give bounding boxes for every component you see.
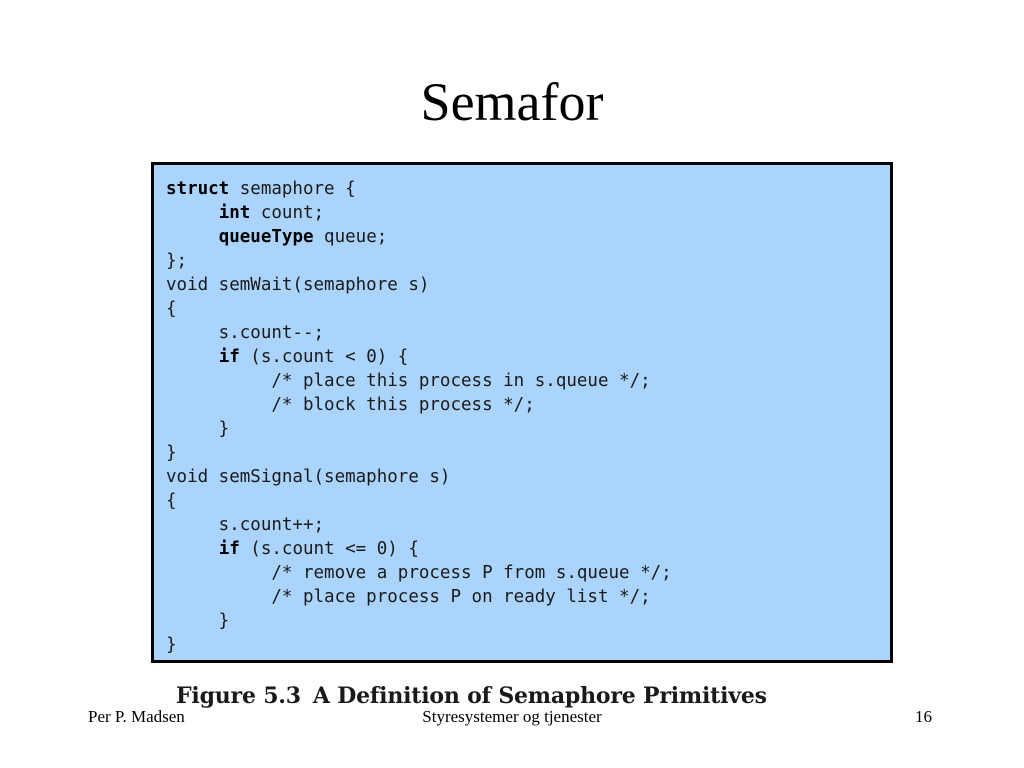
code-text bbox=[166, 203, 219, 223]
code-keyword: if bbox=[218, 539, 240, 559]
code-line bbox=[166, 585, 672, 609]
footer-course: Styresystemer og tjenester bbox=[422, 707, 602, 726]
code-line bbox=[166, 225, 672, 249]
code-text: }; bbox=[166, 251, 188, 271]
code-text: { bbox=[166, 491, 177, 511]
code-keyword: queueType bbox=[218, 227, 314, 247]
code-text: /* remove a process P from s.queue */; bbox=[166, 563, 672, 583]
code-text: /* place this process in s.queue */; bbox=[166, 371, 651, 391]
code-line bbox=[166, 249, 672, 273]
code-text: void semSignal(semaphore s) bbox=[166, 467, 451, 487]
code-text: } bbox=[166, 635, 177, 655]
code-line bbox=[166, 393, 672, 417]
code-text bbox=[166, 227, 219, 247]
code-text: queue; bbox=[313, 227, 388, 247]
code-text: s.count++; bbox=[166, 515, 325, 535]
code-text: /* place process P on ready list */; bbox=[166, 587, 651, 607]
code-keyword: struct bbox=[166, 179, 230, 199]
code-text: s.count--; bbox=[166, 323, 325, 343]
code-line bbox=[166, 489, 672, 513]
code-text: count; bbox=[250, 203, 325, 223]
code-text: semaphore { bbox=[229, 179, 356, 199]
code-line bbox=[166, 513, 672, 537]
code-line bbox=[166, 369, 672, 393]
code-line bbox=[166, 465, 672, 489]
code-line bbox=[166, 177, 672, 201]
code-text bbox=[166, 347, 219, 367]
code-line bbox=[166, 345, 672, 369]
figure-label: Figure 5.3 bbox=[176, 683, 301, 709]
footer-page-number: 16 bbox=[915, 707, 932, 726]
code-line bbox=[166, 417, 672, 441]
code-line bbox=[166, 201, 672, 225]
code-text: (s.count <= 0) { bbox=[239, 539, 419, 559]
code-line bbox=[166, 321, 672, 345]
code-figure-box bbox=[151, 162, 893, 663]
code-line bbox=[166, 297, 672, 321]
slide-title: Semafor bbox=[420, 72, 604, 132]
code-text: { bbox=[166, 299, 177, 319]
code-line bbox=[166, 273, 672, 297]
code-text: } bbox=[166, 611, 230, 631]
code-block bbox=[166, 177, 672, 657]
code-line bbox=[166, 609, 672, 633]
code-text: } bbox=[166, 443, 177, 463]
code-text: /* block this process */; bbox=[166, 395, 535, 415]
code-line bbox=[166, 561, 672, 585]
code-text: void semWait(semaphore s) bbox=[166, 275, 430, 295]
footer-author: Per P. Madsen bbox=[88, 707, 185, 726]
code-text: (s.count < 0) { bbox=[239, 347, 409, 367]
code-line bbox=[166, 537, 672, 561]
code-line bbox=[166, 441, 672, 465]
code-keyword: int bbox=[218, 203, 251, 223]
code-line bbox=[166, 633, 672, 657]
figure-caption-text: A Definition of Semaphore Primitives bbox=[312, 683, 767, 709]
code-text bbox=[166, 539, 219, 559]
code-text: } bbox=[166, 419, 230, 439]
code-keyword: if bbox=[218, 347, 240, 367]
